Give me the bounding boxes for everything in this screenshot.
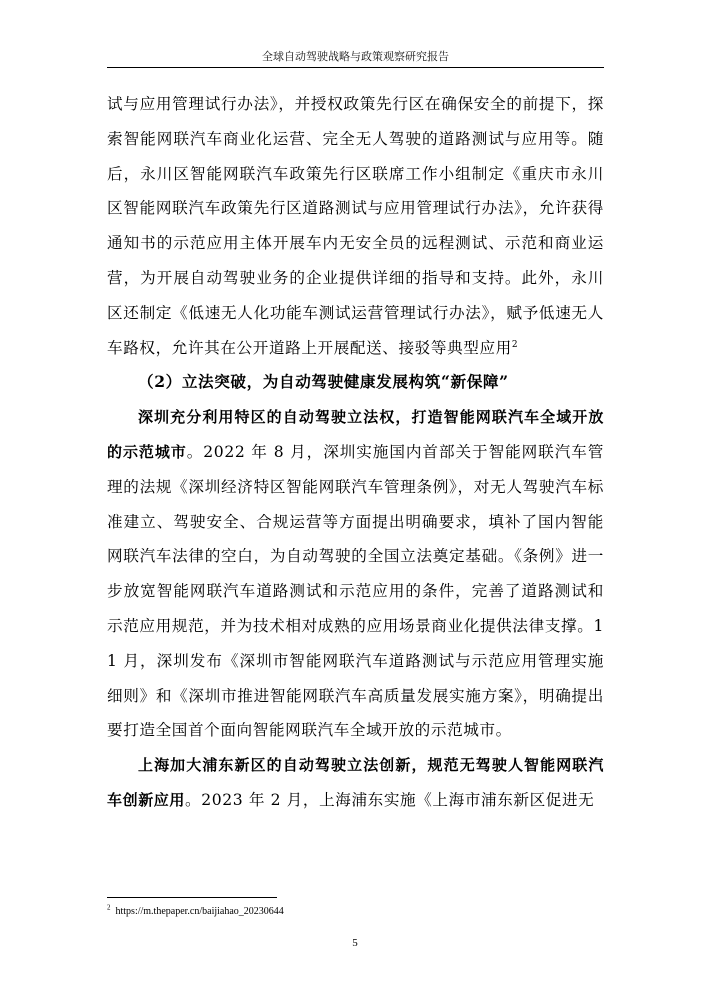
footnote: [107, 905, 604, 918]
footnote-number: 2: [107, 903, 111, 912]
paragraph-shenzhen: [107, 400, 604, 748]
running-header: 全球自动驾驶战略与政策观察研究报告: [262, 50, 449, 63]
header-divider: [107, 67, 604, 68]
page-number: 5: [352, 937, 358, 949]
paragraph-text: 。2022 年 8 月，深圳实施国内首部关于智能网联汽车管理的法规《深圳经济特区智能网联汽车管理条例》，对无人驾驶汽车标准建立、驾驶安全、合规运营等方面提出明确要求，填补了国内智能网联汽车法律的空白，为自动驾驶的全国立法奠定基础。《条例》进一步放宽智能网联汽车道路测试和示范应用的条件，完善了道路测试和示范应用规范，并为技术相对成熟的应用场景商业化提供法律支撑。11 月，深圳发布《深圳市智能网联汽车道路测试与示范应用管理实施细则》和《深圳市推进智能网联汽车高质量发展实施方案》，明确提出要打造全国首个面向智能网联汽车全域开放的示范城市。: [107, 442, 604, 740]
paragraph-text: 。2023 年 2 月，上海浦东实施《上海市浦东新区促进无: [185, 790, 595, 809]
footnote-divider: [107, 897, 277, 898]
paragraph-continued: [107, 87, 604, 365]
paragraph-shanghai: [107, 748, 604, 818]
paragraph-lead: 上海加大浦东新区的自动驾驶立法创新，规范无驾驶人智能网联汽车创新应用: [107, 756, 604, 809]
paragraph-text: 试与应用管理试行办法》，并授权政策先行区在确保安全的前提下，探索智能网联汽车商业化运营、完全无人驾驶的道路测试与应用等。随后，永川区智能网联汽车政策先行区联席工作小组制定《重庆市永川区智能网联汽车政策先行区道路测试与应用管理试行办法》，允许获得通知书的示范应用主体开展车内无安全员的远程测试、示范和商业运营，为开展自动驾驶业务的企业提供详细的指导和支持。此外，永川区还制定《低速无人化功能车测试运营管理试行办法》，赋予低速无人车路权，允许其在公开道路上开展配送、接驳等典型应用: [107, 95, 604, 357]
paragraph-lead: 深圳充分利用特区的自动驾驶立法权，打造智能网联汽车全域开放的示范城市: [107, 408, 604, 461]
footnote-reference[interactable]: 2: [511, 339, 519, 350]
footnote-link[interactable]: https://m.thepaper.cn/baijiahao_20230644: [115, 906, 284, 917]
page-body: [107, 87, 604, 818]
section-heading: （2）立法突破，为自动驾驶健康发展构筑“新保障”: [138, 372, 509, 392]
